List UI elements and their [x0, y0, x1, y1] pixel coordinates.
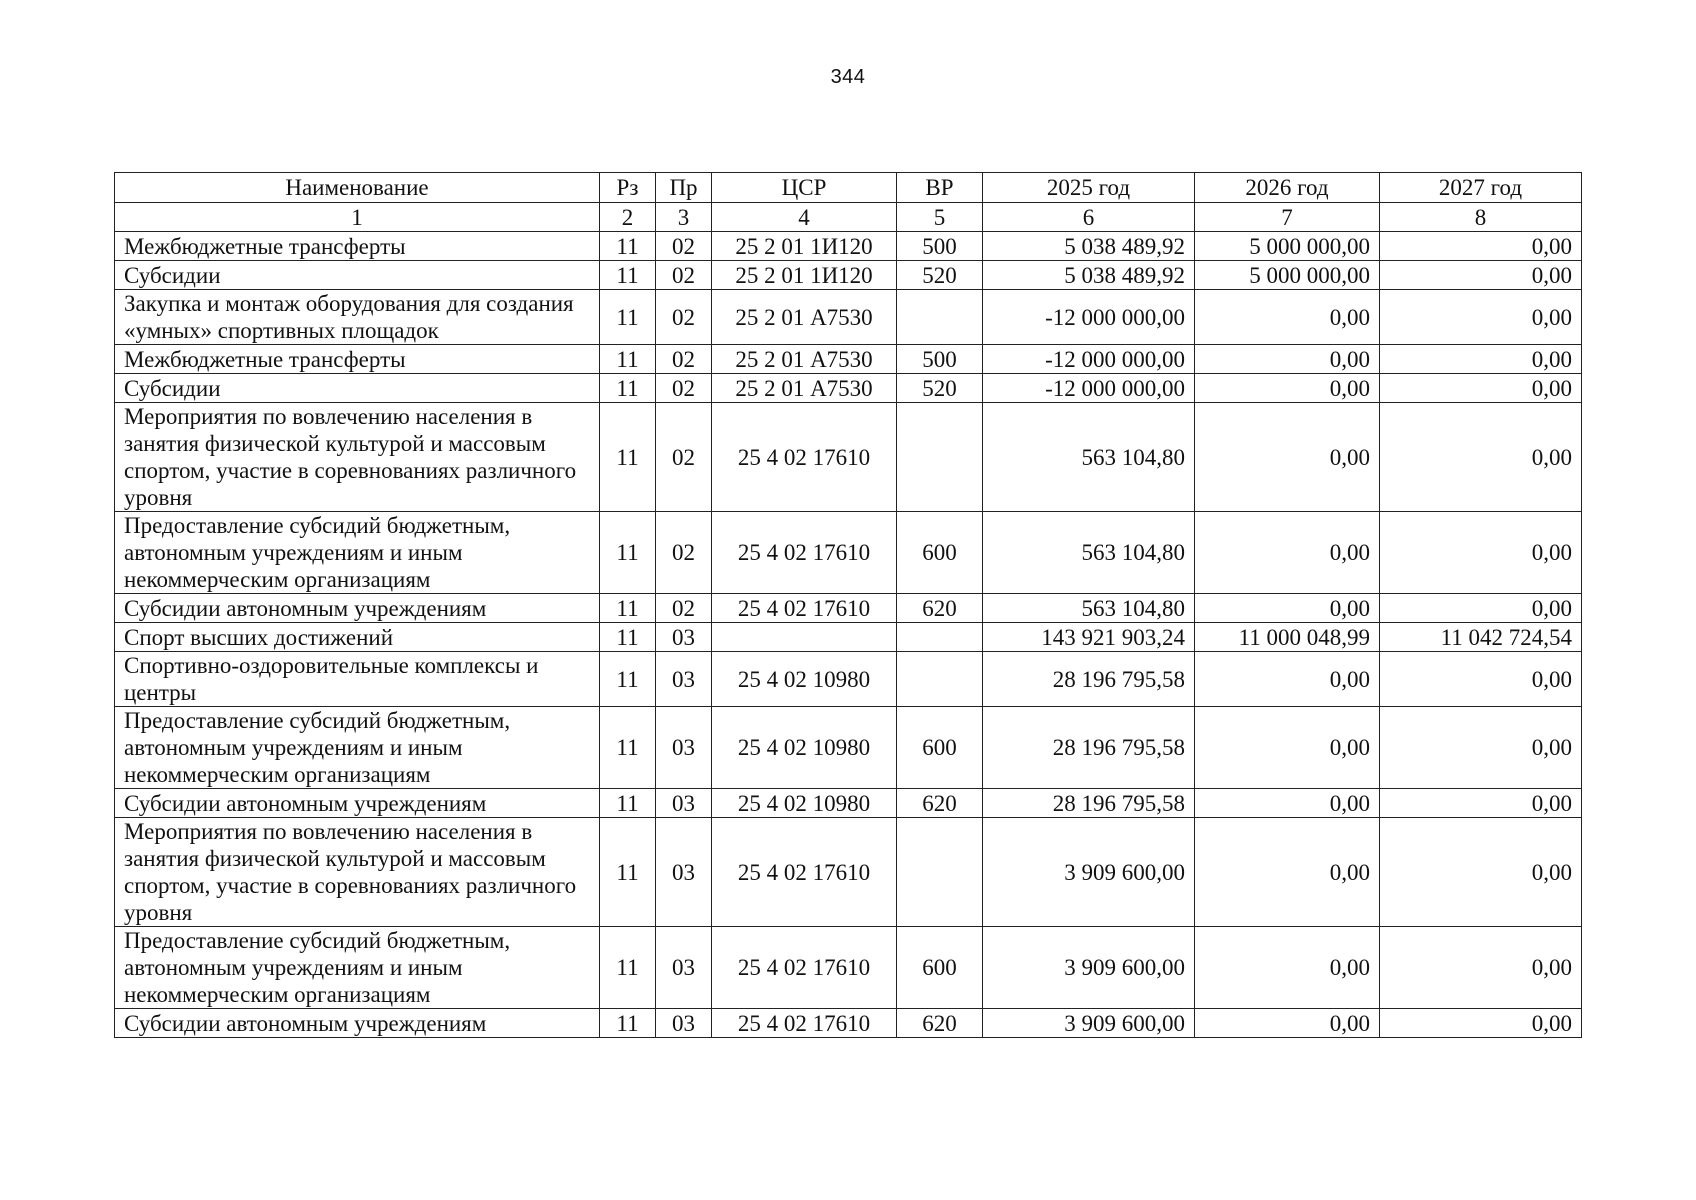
- cell-2027: 11 042 724,54: [1380, 623, 1582, 652]
- cell-2025: 3 909 600,00: [983, 818, 1195, 927]
- cell-pr: 02: [656, 512, 712, 594]
- cell-2026: 0,00: [1195, 1009, 1380, 1038]
- cell-2025: 3 909 600,00: [983, 927, 1195, 1009]
- cell-2027: 0,00: [1380, 512, 1582, 594]
- cell-csr: 25 4 02 17610: [712, 1009, 897, 1038]
- cell-rz: 11: [600, 374, 656, 403]
- column-number: 8: [1380, 203, 1582, 232]
- cell-vr: 500: [897, 345, 983, 374]
- cell-rz: 11: [600, 232, 656, 261]
- cell-name: Предоставление субсидий бюджетным, автономным учреждениям и иным некоммерческим организациям: [115, 927, 600, 1009]
- cell-csr: 25 2 01 А7530: [712, 345, 897, 374]
- cell-pr: 03: [656, 1009, 712, 1038]
- table-body: [115, 232, 1582, 1038]
- cell-csr: 25 4 02 10980: [712, 652, 897, 707]
- cell-rz: 11: [600, 345, 656, 374]
- cell-vr: 620: [897, 1009, 983, 1038]
- cell-csr: 25 2 01 1И120: [712, 261, 897, 290]
- table-row: [115, 818, 1582, 927]
- cell-csr: 25 4 02 10980: [712, 789, 897, 818]
- budget-table: [114, 172, 1582, 1038]
- cell-2026: 0,00: [1195, 789, 1380, 818]
- cell-2025: 28 196 795,58: [983, 707, 1195, 789]
- cell-vr: [897, 818, 983, 927]
- cell-vr: [897, 652, 983, 707]
- cell-2025: 5 038 489,92: [983, 232, 1195, 261]
- cell-pr: 02: [656, 261, 712, 290]
- column-number: 7: [1195, 203, 1380, 232]
- cell-csr: 25 4 02 17610: [712, 512, 897, 594]
- header-2025: 2025 год: [983, 173, 1195, 203]
- cell-vr: 620: [897, 594, 983, 623]
- cell-2026: 0,00: [1195, 818, 1380, 927]
- cell-name: Спорт высших достижений: [115, 623, 600, 652]
- cell-pr: 03: [656, 623, 712, 652]
- cell-2025: 563 104,80: [983, 403, 1195, 512]
- header-name: Наименование: [115, 173, 600, 203]
- cell-2026: 0,00: [1195, 403, 1380, 512]
- table-row: [115, 623, 1582, 652]
- table-row: [115, 290, 1582, 345]
- cell-2027: 0,00: [1380, 927, 1582, 1009]
- cell-vr: [897, 623, 983, 652]
- cell-name: Спортивно-оздоровительные комплексы и центры: [115, 652, 600, 707]
- cell-name: Предоставление субсидий бюджетным, автономным учреждениям и иным некоммерческим организациям: [115, 707, 600, 789]
- cell-pr: 02: [656, 374, 712, 403]
- cell-name: Предоставление субсидий бюджетным, автономным учреждениям и иным некоммерческим организациям: [115, 512, 600, 594]
- cell-2026: 0,00: [1195, 652, 1380, 707]
- cell-2025: 28 196 795,58: [983, 789, 1195, 818]
- cell-vr: 520: [897, 261, 983, 290]
- cell-pr: 03: [656, 818, 712, 927]
- table-row: [115, 261, 1582, 290]
- cell-name: Межбюджетные трансферты: [115, 232, 600, 261]
- cell-2027: 0,00: [1380, 1009, 1582, 1038]
- cell-vr: 500: [897, 232, 983, 261]
- cell-rz: 11: [600, 789, 656, 818]
- cell-2025: 5 038 489,92: [983, 261, 1195, 290]
- cell-pr: 02: [656, 403, 712, 512]
- table-row: [115, 403, 1582, 512]
- cell-csr: 25 4 02 10980: [712, 707, 897, 789]
- cell-csr: 25 2 01 А7530: [712, 374, 897, 403]
- cell-csr: 25 4 02 17610: [712, 594, 897, 623]
- cell-csr: 25 2 01 1И120: [712, 232, 897, 261]
- cell-pr: 03: [656, 789, 712, 818]
- header-vr: ВР: [897, 173, 983, 203]
- cell-csr: [712, 623, 897, 652]
- cell-2025: -12 000 000,00: [983, 290, 1195, 345]
- cell-rz: 11: [600, 1009, 656, 1038]
- cell-2027: 0,00: [1380, 818, 1582, 927]
- table-row: [115, 707, 1582, 789]
- column-number: 6: [983, 203, 1195, 232]
- cell-rz: 11: [600, 652, 656, 707]
- cell-rz: 11: [600, 594, 656, 623]
- cell-2025: 28 196 795,58: [983, 652, 1195, 707]
- cell-2025: -12 000 000,00: [983, 374, 1195, 403]
- cell-name: Мероприятия по вовлечению населения в занятия физической культурой и массовым спортом, участие в соревнованиях различного уровня: [115, 403, 600, 512]
- cell-2025: 3 909 600,00: [983, 1009, 1195, 1038]
- cell-vr: 520: [897, 374, 983, 403]
- table-row: [115, 652, 1582, 707]
- header-pr: Пр: [656, 173, 712, 203]
- cell-2026: 5 000 000,00: [1195, 232, 1380, 261]
- column-number: 2: [600, 203, 656, 232]
- column-number: 3: [656, 203, 712, 232]
- cell-2026: 0,00: [1195, 512, 1380, 594]
- cell-2027: 0,00: [1380, 232, 1582, 261]
- header-2027: 2027 год: [1380, 173, 1582, 203]
- cell-2025: -12 000 000,00: [983, 345, 1195, 374]
- cell-2026: 0,00: [1195, 927, 1380, 1009]
- header-csr: ЦСР: [712, 173, 897, 203]
- cell-name: Субсидии автономным учреждениям: [115, 1009, 600, 1038]
- cell-vr: 600: [897, 512, 983, 594]
- cell-2025: 143 921 903,24: [983, 623, 1195, 652]
- cell-pr: 02: [656, 232, 712, 261]
- cell-2027: 0,00: [1380, 707, 1582, 789]
- column-number: 4: [712, 203, 897, 232]
- cell-rz: 11: [600, 707, 656, 789]
- cell-rz: 11: [600, 818, 656, 927]
- header-2026: 2026 год: [1195, 173, 1380, 203]
- page-number: 344: [830, 66, 866, 88]
- cell-rz: 11: [600, 261, 656, 290]
- table-row: [115, 594, 1582, 623]
- cell-2027: 0,00: [1380, 652, 1582, 707]
- cell-pr: 03: [656, 707, 712, 789]
- column-number-row: [115, 203, 1582, 232]
- cell-2026: 11 000 048,99: [1195, 623, 1380, 652]
- table-row: [115, 789, 1582, 818]
- cell-name: Субсидии автономным учреждениям: [115, 789, 600, 818]
- cell-csr: 25 4 02 17610: [712, 818, 897, 927]
- cell-vr: 620: [897, 789, 983, 818]
- column-number: 5: [897, 203, 983, 232]
- cell-rz: 11: [600, 512, 656, 594]
- cell-2027: 0,00: [1380, 594, 1582, 623]
- cell-csr: 25 4 02 17610: [712, 403, 897, 512]
- table-row: [115, 345, 1582, 374]
- table-row: [115, 232, 1582, 261]
- cell-2026: 0,00: [1195, 374, 1380, 403]
- cell-2027: 0,00: [1380, 789, 1582, 818]
- table-row: [115, 512, 1582, 594]
- table-row: [115, 927, 1582, 1009]
- cell-csr: 25 4 02 17610: [712, 927, 897, 1009]
- cell-name: Субсидии автономным учреждениям: [115, 594, 600, 623]
- cell-2026: 0,00: [1195, 707, 1380, 789]
- cell-2027: 0,00: [1380, 374, 1582, 403]
- cell-pr: 02: [656, 594, 712, 623]
- cell-vr: [897, 290, 983, 345]
- table-row: [115, 374, 1582, 403]
- cell-2025: 563 104,80: [983, 512, 1195, 594]
- cell-rz: 11: [600, 623, 656, 652]
- cell-pr: 03: [656, 652, 712, 707]
- cell-csr: 25 2 01 А7530: [712, 290, 897, 345]
- cell-2027: 0,00: [1380, 403, 1582, 512]
- header-rz: Рз: [600, 173, 656, 203]
- cell-2026: 0,00: [1195, 290, 1380, 345]
- cell-name: Субсидии: [115, 261, 600, 290]
- table-row: [115, 1009, 1582, 1038]
- cell-2025: 563 104,80: [983, 594, 1195, 623]
- cell-rz: 11: [600, 290, 656, 345]
- cell-2026: 5 000 000,00: [1195, 261, 1380, 290]
- cell-name: Субсидии: [115, 374, 600, 403]
- header-row: [115, 173, 1582, 203]
- cell-2027: 0,00: [1380, 261, 1582, 290]
- cell-pr: 02: [656, 290, 712, 345]
- cell-name: Межбюджетные трансферты: [115, 345, 600, 374]
- cell-2027: 0,00: [1380, 290, 1582, 345]
- cell-pr: 02: [656, 345, 712, 374]
- column-number: 1: [115, 203, 600, 232]
- cell-2027: 0,00: [1380, 345, 1582, 374]
- cell-2026: 0,00: [1195, 594, 1380, 623]
- cell-2026: 0,00: [1195, 345, 1380, 374]
- cell-name: Закупка и монтаж оборудования для создания «умных» спортивных площадок: [115, 290, 600, 345]
- cell-vr: 600: [897, 707, 983, 789]
- cell-rz: 11: [600, 927, 656, 1009]
- cell-pr: 03: [656, 927, 712, 1009]
- cell-name: Мероприятия по вовлечению населения в занятия физической культурой и массовым спортом, участие в соревнованиях различного уровня: [115, 818, 600, 927]
- cell-vr: [897, 403, 983, 512]
- cell-rz: 11: [600, 403, 656, 512]
- cell-vr: 600: [897, 927, 983, 1009]
